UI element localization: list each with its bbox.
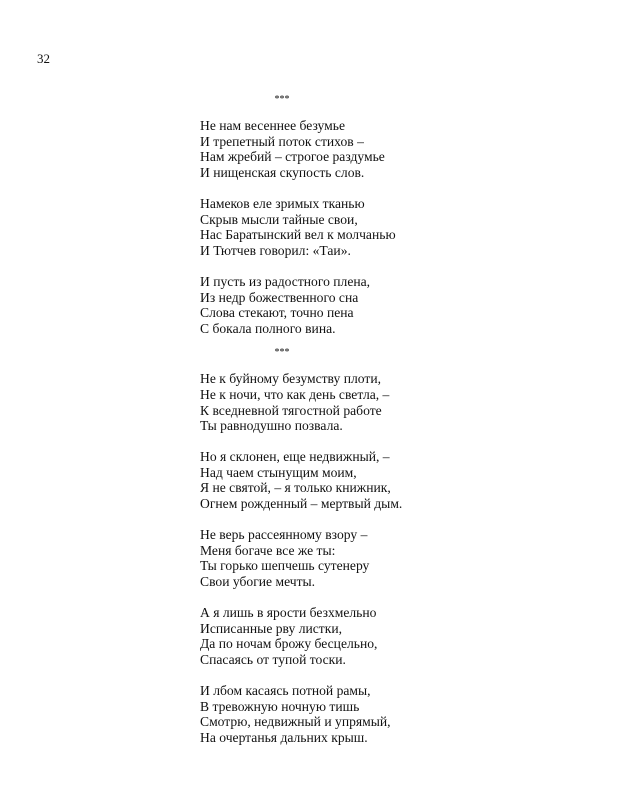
poem-line: Слова стекают, точно пена xyxy=(200,305,354,321)
poem-line: Из недр божественного сна xyxy=(200,289,359,305)
section-divider: *** xyxy=(274,94,290,105)
poem-line: Не к буйному безумству плоти, xyxy=(200,371,381,387)
poem-line: Над чаем стынущим моим, xyxy=(200,464,357,480)
poem-line: Не нам весеннее безумье xyxy=(200,118,345,133)
poem-line: Огнем рожденный – мертвый дым. xyxy=(200,496,403,512)
poem-line: Свои убогие мечты. xyxy=(200,574,316,590)
poem-column xyxy=(200,95,600,746)
stanza xyxy=(200,449,600,511)
poem-line: И нищенская скупость слов. xyxy=(200,164,365,180)
poem-line: К вседневной тягостной работе xyxy=(200,402,382,418)
poem-line: Смотрю, недвижный и упрямый, xyxy=(200,714,391,730)
poem-line: Скрыв мысли тайные свои, xyxy=(200,211,358,227)
poem-line: Ты равнодушно позвала. xyxy=(200,418,343,434)
poem-line: Нам жребий – строгое раздумье xyxy=(200,149,385,165)
poem-line: И пусть из радостного плена, xyxy=(200,273,371,289)
poem-line: Нас Баратынский вел к молчанью xyxy=(200,227,396,243)
stanza xyxy=(200,274,600,336)
poem-line: И трепетный поток стихов – xyxy=(200,133,364,149)
poem-line: А я лишь в ярости безхмельно xyxy=(200,605,377,621)
poem-line: Спасаясь от тупой тоски. xyxy=(200,652,346,667)
page-number: 32 xyxy=(37,51,50,66)
poem-line: Исписанные рву листки, xyxy=(200,620,343,636)
poem-line: На очертанья дальних крыш. xyxy=(200,729,368,745)
poem-line: Я не святой, – я только книжник, xyxy=(200,480,391,496)
stanza xyxy=(200,196,600,258)
section-divider: *** xyxy=(274,347,290,359)
poem-line: С бокала полного вина. xyxy=(200,320,336,336)
poem-line: Не к ночи, что как день светла, – xyxy=(200,386,390,402)
poem-line: Но я склонен, еще недвижный, – xyxy=(200,449,390,465)
poem xyxy=(200,371,600,745)
stanza xyxy=(200,527,600,589)
stanza xyxy=(200,118,600,180)
poem-line: И лбом касаясь потной рамы, xyxy=(200,683,371,699)
stanza xyxy=(200,683,600,745)
poem xyxy=(200,118,600,336)
poem-line: Меня богаче все же ты: xyxy=(200,542,336,558)
stanza xyxy=(200,371,600,433)
poem-line: И Тютчев говорил: «Таи». xyxy=(200,242,351,258)
poem-line: Да по ночам брожу бесцельно, xyxy=(200,636,378,652)
stanza xyxy=(200,605,600,667)
poem-line: В тревожную ночную тишь xyxy=(200,698,360,714)
poem-line: Намеков еле зримых тканью xyxy=(200,195,365,211)
poem-line: Ты горько шепчешь сутенеру xyxy=(200,558,370,574)
poem-line: Не верь рассеянному взору – xyxy=(200,527,368,543)
